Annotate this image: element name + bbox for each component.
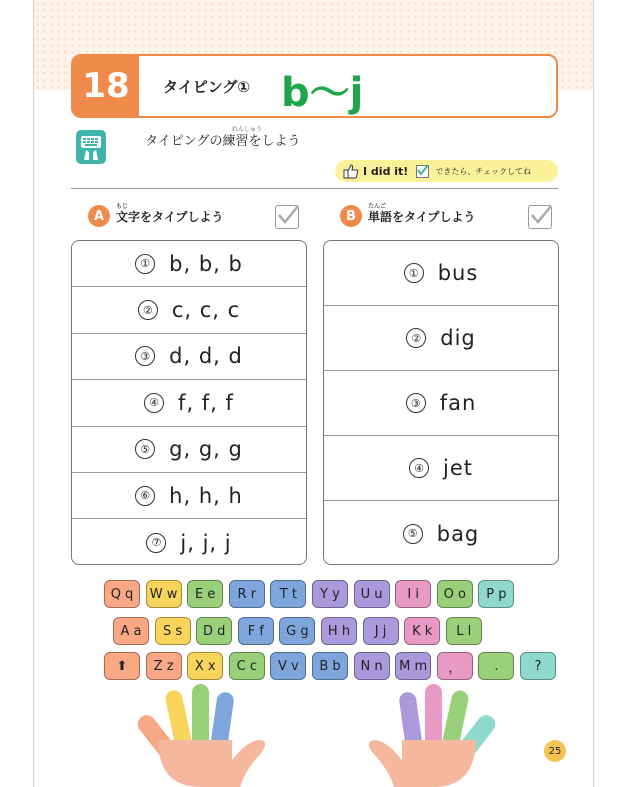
list-item: ④ jet [324, 436, 558, 501]
keyboard-key: H h [321, 617, 357, 645]
keyboard-key: F f [238, 617, 274, 645]
keyboard-key: Y y [312, 580, 348, 608]
keyboard-key: E e [187, 580, 223, 608]
lesson-range: b～j [281, 70, 364, 116]
list-item: ③ fan [324, 371, 558, 436]
did-it-note: できたら、チェックしてね [435, 166, 532, 176]
list-item: ② c, c, c [72, 287, 306, 333]
list-item: ① bus [324, 241, 558, 306]
keyboard-key: S s [155, 617, 191, 645]
section-a-ruby: もじ [116, 202, 129, 210]
keyboard-key: T t [270, 580, 306, 608]
keyboard-key: U u [354, 580, 390, 608]
keyboard-key: C c [229, 652, 265, 680]
keyboard-key: N n [354, 652, 390, 680]
keyboard-key: W w [146, 580, 182, 608]
keyboard-key: R r [229, 580, 265, 608]
shift-key: ⬆ [104, 652, 140, 680]
keyboard-key: ， [437, 652, 473, 680]
section-b-ruby: たんご [368, 202, 387, 210]
keyboard-key: O o [437, 580, 473, 608]
left-hand-icon [134, 684, 265, 787]
keyboard-key: Z z [146, 652, 182, 680]
keyboard-key: B b [312, 652, 348, 680]
section-b-badge: B [340, 205, 362, 227]
section-a-badge: A [88, 205, 110, 227]
keyboard-key: . [478, 652, 514, 680]
keyboard-key: L l [446, 617, 482, 645]
page-number: 25 [544, 740, 566, 762]
did-it-label: I did it! [363, 164, 409, 178]
keyboard-key: G g [279, 617, 315, 645]
list-item: ⑤ bag [324, 501, 558, 565]
keyboard-key: P p [478, 580, 514, 608]
section-a-title: 文字をタイプしよう [116, 209, 224, 224]
keyboard-key: J j [363, 617, 399, 645]
instruction-text: れんしゅう タイピングの練習をしよう [145, 126, 301, 149]
lesson-label: タイピング① [163, 78, 251, 96]
keyboard-key: A a [113, 617, 149, 645]
keyboard-key: I i [395, 580, 431, 608]
keyboard-key: Q q [104, 580, 140, 608]
keyboard-key: X x [187, 652, 223, 680]
keyboard-key: ? [520, 652, 556, 680]
keyboard-key: M m [395, 652, 431, 680]
list-item: ① b, b, b [72, 241, 306, 287]
list-item: ② dig [324, 306, 558, 371]
keyboard-key: V v [270, 652, 306, 680]
list-item: ⑦ j, j, j [72, 519, 306, 565]
list-item: ⑥ h, h, h [72, 473, 306, 519]
list-item: ④ f, f, f [72, 380, 306, 426]
instruction-ruby: れんしゅう [232, 126, 263, 133]
keyboard-key: K k [404, 617, 440, 645]
section-b-title: 単語をタイプしよう [368, 209, 476, 224]
list-item: ③ d, d, d [72, 334, 306, 380]
lesson-number: 18 [73, 56, 139, 116]
list-item: ⑤ g, g, g [72, 427, 306, 473]
keyboard-key: D d [196, 617, 232, 645]
right-hand-icon [369, 684, 499, 787]
